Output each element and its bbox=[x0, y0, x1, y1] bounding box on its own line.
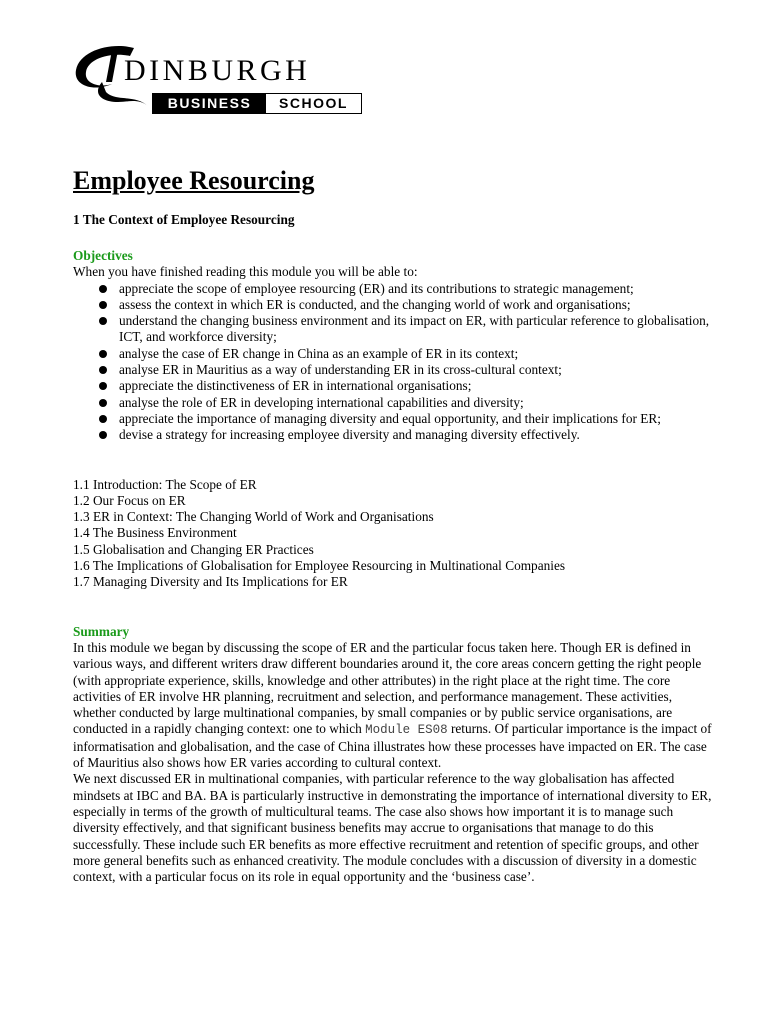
table-of-contents bbox=[73, 477, 713, 591]
toc-item: 1.7 Managing Diversity and Its Implications for ER bbox=[73, 574, 348, 590]
summary-paragraph-2: We next discussed ER in multinational companies, with particular reference to the way globalisation has affected mindsets at IBC and BA. BA is particularly instructive in demonstrating the importance of international diversity to ER, especially in terms of the growth of multicultural teams. The case also shows how important it is to manage such diversity effectively, and that significant business benefits may accrue to organisations that manage to do this successfully. These include such ER benefits as more effective recruitment and retention of specific groups, and other more general benefits such as enhanced creativity. The module concludes with a discussion of diversity in a domestic context, with a particular focus on its role in equal opportunity and the ‘business case’. bbox=[73, 771, 712, 885]
objective-item: analyse the role of ER in developing international capabilities and diversity; bbox=[73, 395, 713, 411]
objectives-intro: When you have finished reading this module you will be able to: bbox=[73, 264, 418, 280]
bullet-icon bbox=[99, 301, 107, 309]
logo-business-text: BUSINESS bbox=[153, 94, 266, 113]
module-code: Module ES08 bbox=[365, 723, 448, 738]
summary-section bbox=[73, 624, 713, 886]
page-title: Employee Resourcing bbox=[73, 166, 315, 195]
bullet-icon bbox=[99, 366, 107, 374]
bullet-icon bbox=[99, 382, 107, 390]
objectives-list bbox=[73, 281, 713, 444]
bullet-icon bbox=[99, 431, 107, 439]
toc-item: 1.4 The Business Environment bbox=[73, 525, 237, 541]
toc-item: 1.6 The Implications of Globalisation for Employee Resourcing in Multinational Companies bbox=[73, 558, 566, 574]
objectives-heading: Objectives bbox=[73, 248, 133, 263]
bullet-icon bbox=[99, 415, 107, 423]
objective-item: devise a strategy for increasing employee diversity and managing diversity effectively. bbox=[73, 427, 713, 443]
logo-school-text: SCHOOL bbox=[279, 95, 348, 111]
edinburgh-business-school-logo bbox=[72, 42, 372, 118]
module-subtitle: 1 The Context of Employee Resourcing bbox=[73, 212, 295, 227]
objective-item: appreciate the importance of managing diversity and equal opportunity, and their implications for ER; bbox=[73, 411, 713, 427]
summary-heading: Summary bbox=[73, 623, 130, 639]
objective-item: analyse ER in Mauritius as a way of understanding ER in its cross-cultural context; bbox=[73, 362, 713, 378]
toc-item: 1.2 Our Focus on ER bbox=[73, 492, 186, 508]
objectives-section bbox=[73, 248, 713, 444]
bullet-icon bbox=[99, 285, 107, 293]
objective-item: understand the changing business environment and its impact on ER, with particular reference to globalisation, ICT, and workforce diversity; bbox=[73, 313, 713, 346]
logo-wordmark: DINBURGH bbox=[124, 54, 311, 87]
objective-item: appreciate the distinctiveness of ER in international organisations; bbox=[73, 378, 713, 394]
document-body bbox=[73, 163, 713, 885]
logo-school-bar bbox=[152, 93, 362, 114]
bullet-icon bbox=[99, 317, 107, 325]
toc-item: 1.5 Globalisation and Changing ER Practices bbox=[73, 541, 314, 557]
bullet-icon bbox=[99, 350, 107, 358]
bullet-icon bbox=[99, 399, 107, 407]
toc-item: 1.1 Introduction: The Scope of ER bbox=[73, 476, 257, 492]
objective-item: appreciate the scope of employee resourcing (ER) and its contributions to strategic management; bbox=[73, 281, 713, 297]
objective-item: assess the context in which ER is conducted, and the changing world of work and organisations; bbox=[73, 297, 713, 313]
objective-item: analyse the case of ER change in China as an example of ER in its context; bbox=[73, 346, 713, 362]
summary-paragraph-1: In this module we began by discussing the scope of ER and the particular focus taken here. Though ER is defined in various ways, and different writers draw different boundaries around it, the core areas concern getting the right people (with appropriate experience, skills, knowledge and other attributes) in the right place at the right time. The core activities of ER involve HR planning, recruitment and selection, and performance management. These activities, whether conducted by large multinational companies, by small companies or by public service organisations, are conducted in a rapidly changing context: one to which Module ES08 returns. Of particular importance is the impact of informatisation and globalisation, and the case of China illustrates how these processes have impacted on ER. The case of Mauritius also shows how ER varies according to cultural context. bbox=[73, 639, 712, 771]
toc-item: 1.3 ER in Context: The Changing World of Work and Organisations bbox=[73, 509, 434, 525]
